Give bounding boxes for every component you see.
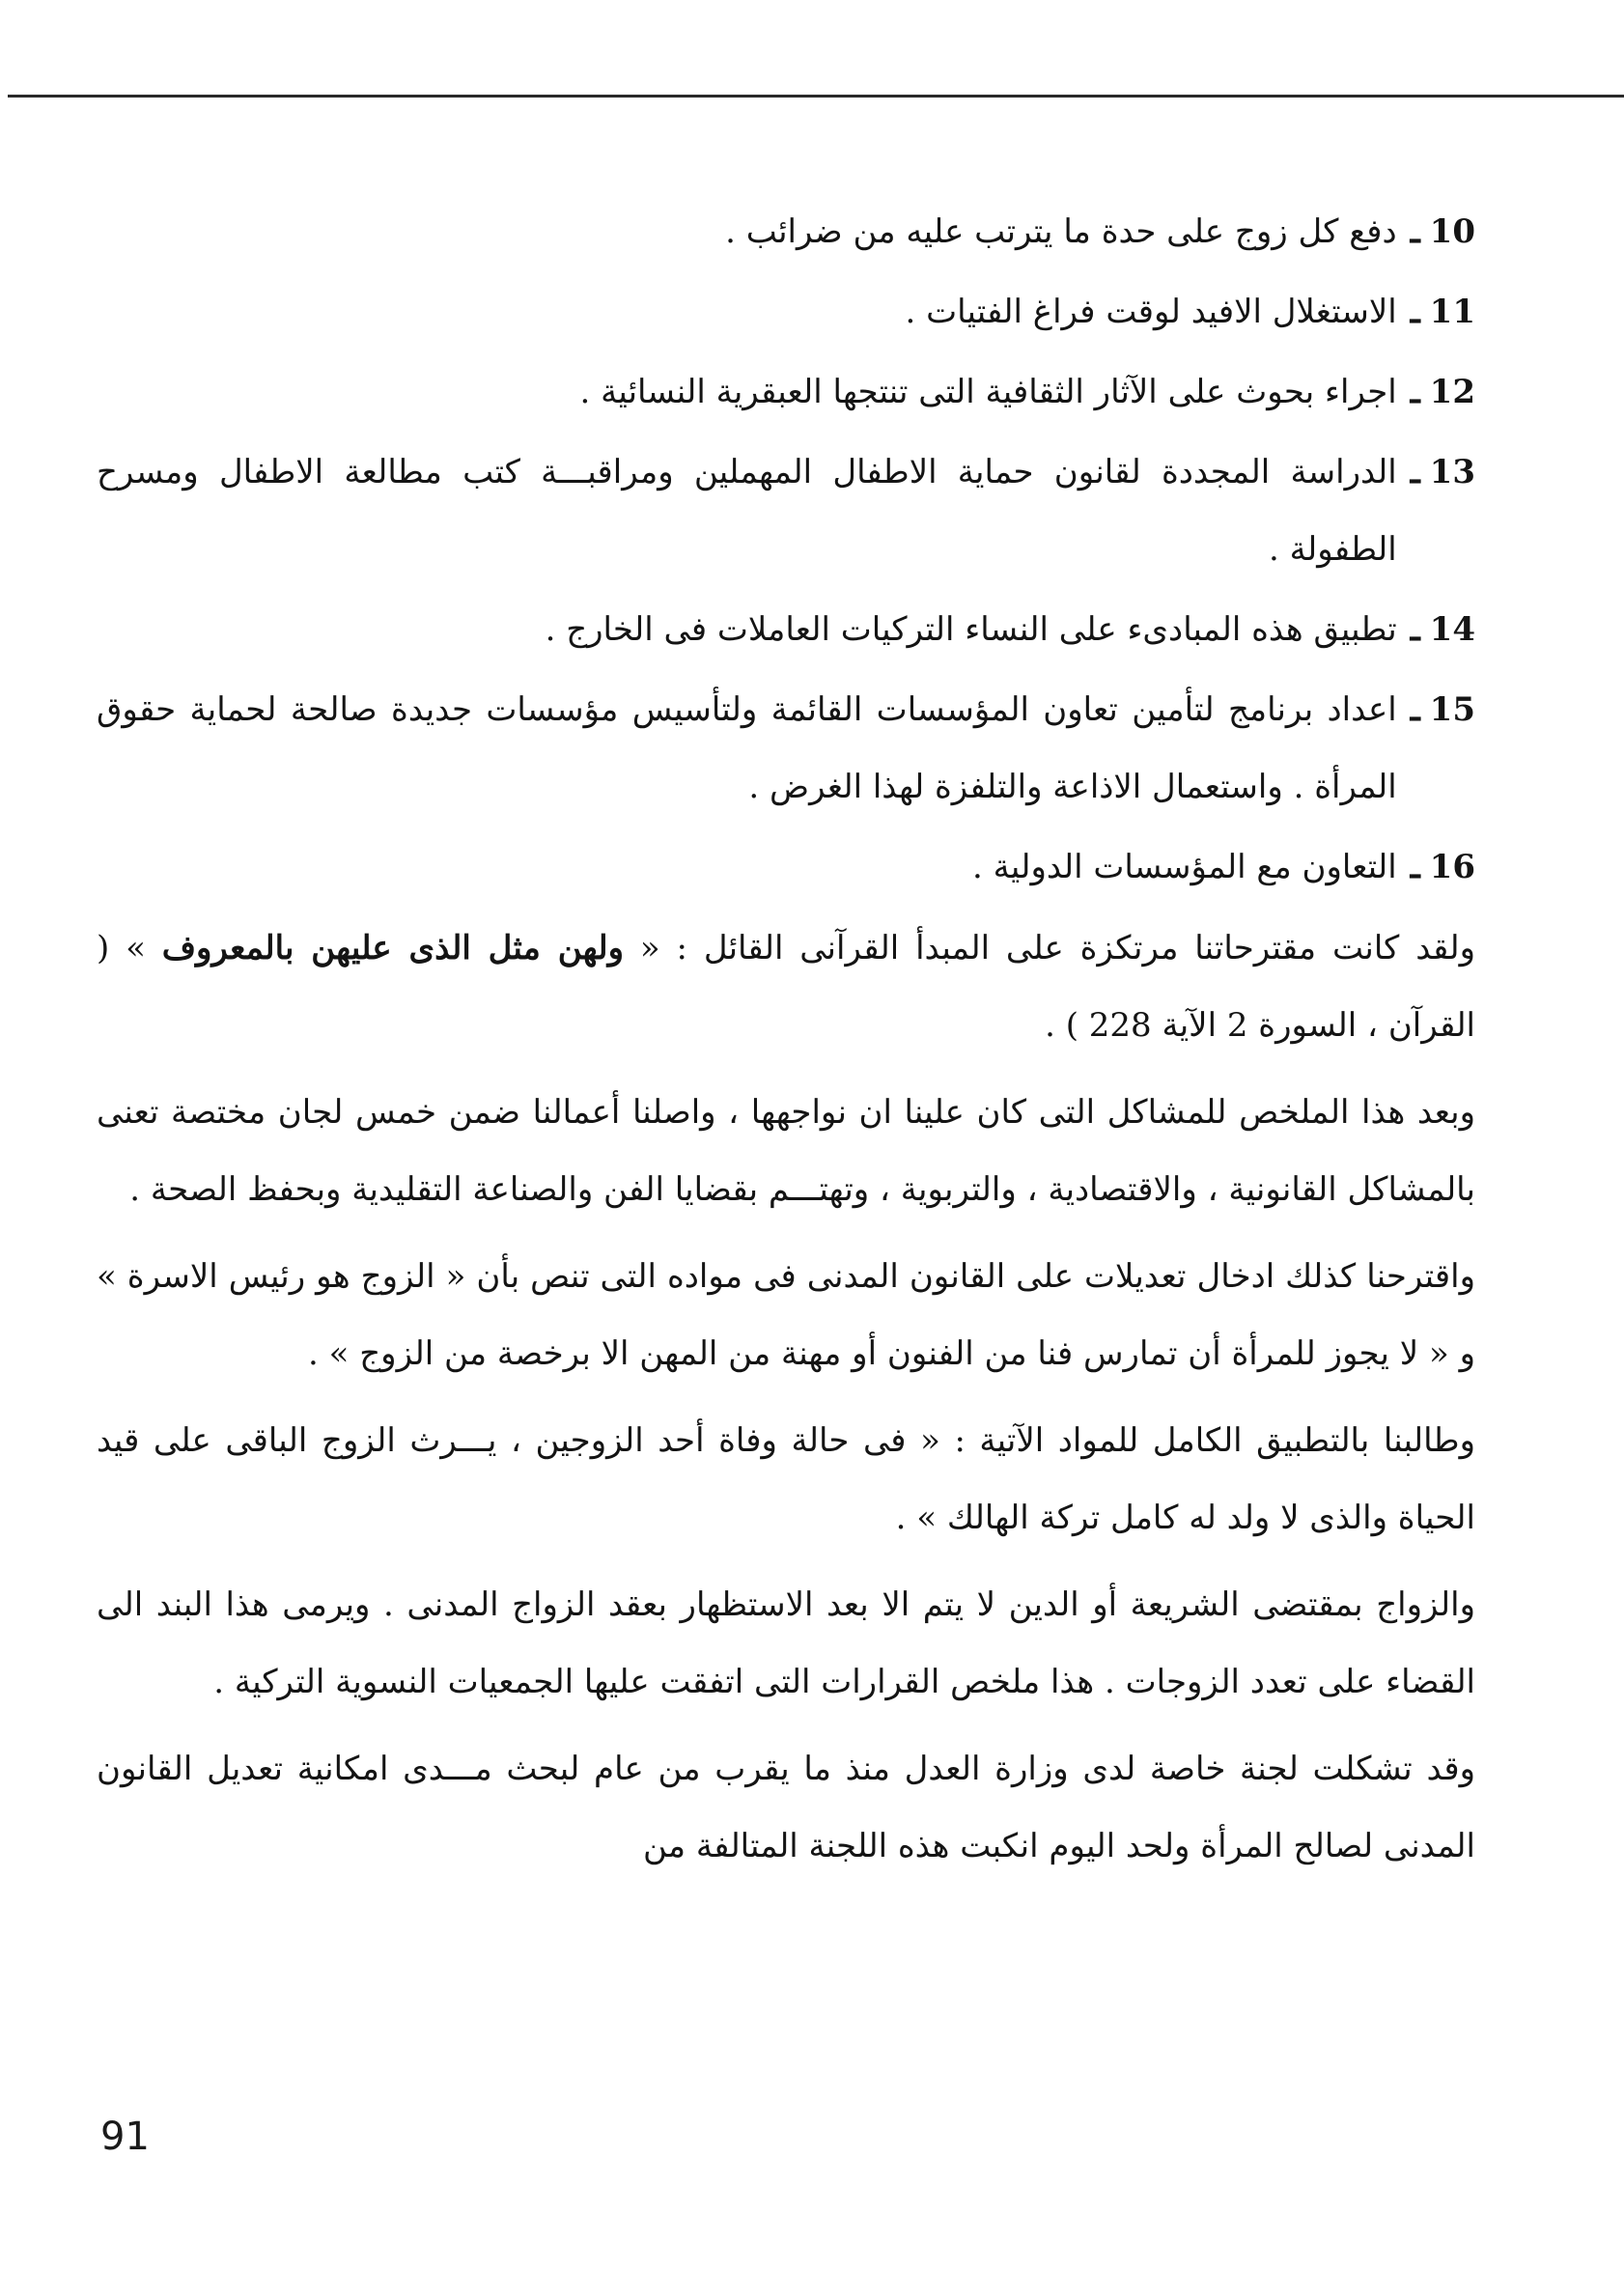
item-number: 12 xyxy=(1429,373,1475,411)
item-dash: ـ xyxy=(1410,848,1420,886)
item-number: 13 xyxy=(1429,453,1475,491)
list-item-11 xyxy=(97,273,1475,350)
item-number: 16 xyxy=(1429,848,1475,886)
item-dash: ـ xyxy=(1410,453,1420,491)
top-horizontal-rule xyxy=(8,95,1624,98)
item-dash: ـ xyxy=(1410,212,1420,251)
item-dash: ـ xyxy=(1410,690,1420,729)
item-dash: ـ xyxy=(1410,610,1420,649)
item-text: التعاون مع المؤسسات الدولية . xyxy=(972,848,1397,886)
item-number: 14 xyxy=(1429,610,1475,649)
item-text: اعداد برنامج لتأمين تعاون المؤسسات القائمة ولتأسيس مؤسسات جديدة صالحة لحماية حقوق المرأة . واستعمال الاذاعة والتلفزة لهذا الغرض . xyxy=(97,690,1397,806)
item-number: 10 xyxy=(1429,212,1475,251)
list-item-10 xyxy=(97,193,1475,270)
paragraph-justice-committee: وقد تشكلت لجنة خاصة لدى وزارة العدل منذ ما يقرب من عام لبحث مـــدى امكانية تعديل القانون المدنى لصالح المرأة ولحد اليوم انكبت هذه اللجنة المتالفة من xyxy=(97,1750,1475,1865)
quran-intro: ولقد كانت مقترحاتنا مرتكزة على المبدأ القرآنى القائل : « xyxy=(639,929,1476,967)
paragraph-civil-marriage: والزواج بمقتضى الشريعة أو الدين لا يتم الا بعد الاستظهار بعقد الزواج المدنى . ويرمى هذا البند الى القضاء على تعدد الزوجات . هذا ملخص القرارات التى اتفقت عليها الجمعيات النسوية التركية . xyxy=(97,1585,1475,1701)
list-item-15 xyxy=(97,671,1475,826)
list-item-16 xyxy=(97,828,1475,906)
paragraph-inheritance: وطالبنا بالتطبيق الكامل للمواد الآتية : « فى حالة وفاة أحد الزوجين ، يـــرث الزوج الباقى على قيد الحياة والذى لا ولد له كامل تركة الهالك » . xyxy=(97,1421,1475,1537)
quran-paragraph xyxy=(97,910,1475,1064)
list-item-13 xyxy=(97,434,1475,588)
item-text: الدراسة المجددة لقانون حماية الاطفال المهملين ومراقبـــة كتب مطالعة الاطفال ومسرح الطفولة . xyxy=(97,453,1397,569)
paragraph-civil-law-amendments: واقترحنا كذلك ادخال تعديلات على القانون المدنى فى مواده التى تنص بأن « الزوج هو رئيس الاسرة » و « لا يجوز للمرأة أن تمارس فنا من الفنون أو مهنة من المهن الا برخصة من الزوج » . xyxy=(97,1257,1475,1373)
paragraph-committees: وبعد هذا الملخص للمشاكل التى كان علينا ان نواجهها ، واصلنا أعمالنا ضمن خمس لجان مختصة تعنى بالمشاكل القانونية ، والاقتصادية ، والتربوية ، وتهتـــم بقضايا الفن والصناعة التقليدية وبحفظ الصحة . xyxy=(97,1093,1475,1209)
page-number: 91 xyxy=(100,2115,150,2159)
item-text: الاستغلال الافيد لوقت فراغ الفتيات . xyxy=(905,293,1397,331)
quran-reference: » ( القرآن ، السورة 2 الآية 228 ) . xyxy=(97,929,1475,1045)
list-item-12 xyxy=(97,353,1475,431)
item-dash: ـ xyxy=(1410,293,1420,331)
item-text: دفع كل زوج على حدة ما يترتب عليه من ضرائب . xyxy=(725,212,1397,251)
list-item-14 xyxy=(97,591,1475,668)
item-number: 15 xyxy=(1429,690,1475,729)
quran-quote: ولهن مثل الذى عليهن بالمعروف xyxy=(161,929,625,967)
item-text: تطبيق هذه المبادىء على النساء التركيات العاملات فى الخارج . xyxy=(545,610,1397,649)
page-body xyxy=(97,193,1475,1894)
item-text: اجراء بحوث على الآثار الثقافية التى تنتجها العبقرية النسائية . xyxy=(579,373,1397,411)
item-number: 11 xyxy=(1429,293,1475,331)
item-dash: ـ xyxy=(1410,373,1420,411)
